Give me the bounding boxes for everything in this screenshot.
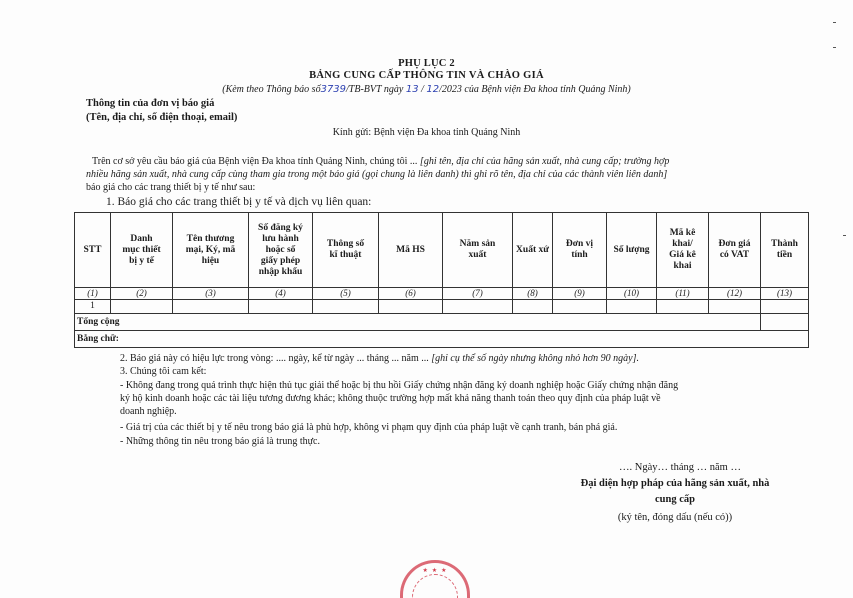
stamp-star-icon: ★ ★ ★	[422, 567, 448, 574]
table-header-cell	[111, 213, 173, 288]
table-header-cell	[173, 213, 249, 288]
representative-line-1: Đại diện hợp pháp của hãng sản xuất, nhà	[580, 478, 770, 489]
table-column-number: (2)	[111, 288, 173, 300]
table-header-text: bị y tế	[129, 255, 154, 266]
sender-info-label: Thông tin của đơn vị báo giá	[86, 98, 215, 109]
table-column-number: (6)	[379, 288, 443, 300]
table-header-text: Thành	[771, 239, 798, 249]
intro-line-3: báo giá cho các trang thiết bị y tế như sau:	[86, 182, 256, 193]
table-header-text: Năm sản	[459, 239, 496, 249]
table-header-text: khai/	[672, 239, 693, 249]
table-header-text: Xuất xứ	[516, 244, 549, 255]
scan-mark	[843, 235, 846, 236]
table-header-text: mại, Ký, mã	[185, 244, 236, 255]
table-header-cell	[657, 213, 709, 288]
table-header-cell	[513, 213, 553, 288]
table-cell	[607, 300, 657, 314]
table-header-text: lưu hành	[262, 233, 299, 244]
commitment-1-line-3: doanh nghiệp.	[120, 406, 177, 417]
table-header-cell	[709, 213, 761, 288]
validity-note: [ghi cụ thể số ngày nhưng không nhỏ hơn 90 ngày].	[431, 353, 639, 364]
table-header-cell	[313, 213, 379, 288]
total-value-cell	[761, 314, 809, 331]
table-cell-stt: 1	[75, 300, 111, 314]
amount-in-words-label: Bằng chữ:	[75, 331, 809, 348]
intro-italic-note: [ghi tên, địa chỉ của hãng sản xuất, nhà cung cấp; trường hợp	[419, 156, 670, 167]
table-column-number: (11)	[657, 288, 709, 300]
table-header-text: nhập khẩu	[258, 266, 303, 277]
table-header-text: khai	[673, 261, 692, 271]
scan-mark	[833, 47, 836, 48]
scan-mark	[833, 22, 836, 23]
table-cell	[111, 300, 173, 314]
table-header-text: Giá kê	[669, 250, 696, 260]
commitment-1-line-2: ký hộ kinh doanh hoặc các tài liệu tương đương khác; không thuộc trường hợp mất khả năng thanh toán theo quy định của pháp luật về	[120, 393, 661, 404]
subtitle-separator: /	[421, 84, 424, 95]
signature-note: (ký tên, đóng dấu (nếu có))	[617, 512, 733, 523]
handwritten-number: 3739	[320, 84, 347, 95]
table-header-row	[75, 213, 809, 288]
subtitle-prefix: (Kèm theo Thông báo số	[222, 84, 321, 95]
quotation-table	[74, 212, 809, 348]
table-header-text: Tên thương	[186, 233, 235, 244]
subtitle-suffix: /2023 của Bệnh viện Đa khoa tỉnh Quảng Ninh)	[439, 84, 631, 95]
section-1-heading: 1. Báo giá cho các trang thiết bị y tế và dịch vụ liên quan:	[106, 196, 372, 208]
table-column-number: (12)	[709, 288, 761, 300]
table-cell	[553, 300, 607, 314]
recipient-line: Kính gửi: Bệnh viện Đa khoa tỉnh Quảng Ninh	[332, 127, 521, 138]
amount-in-words-row	[75, 331, 809, 348]
table-cell	[513, 300, 553, 314]
subtitle-middle: /TB-BVT ngày	[346, 84, 404, 95]
total-row	[75, 314, 809, 331]
table-row	[75, 300, 809, 314]
table-header-text: Đơn vị	[565, 239, 594, 249]
document-title: BẢNG CUNG CẤP THÔNG TIN VÀ CHÀO GIÁ	[309, 70, 544, 81]
table-header-cell	[75, 213, 111, 288]
table-header-cell	[249, 213, 313, 288]
table-cell	[249, 300, 313, 314]
table-header-text: Đơn giá	[718, 239, 751, 249]
table-header-text: kĩ thuật	[329, 250, 362, 260]
table-column-number: (13)	[761, 288, 809, 300]
table-header-text: tính	[571, 250, 588, 260]
table-column-number: (1)	[75, 288, 111, 300]
intro-line-2: nhiều hãng sản xuất, nhà cung cấp cùng tham gia trong một báo giá (gọi chung là liên danh) thì ghi rõ tên, địa chỉ của các thành viên liên danh]	[86, 169, 668, 180]
table-column-number: (4)	[249, 288, 313, 300]
table-header-text: Mã HS	[396, 244, 425, 255]
handwritten-month: 12	[426, 84, 440, 95]
table-column-number: (9)	[553, 288, 607, 300]
table-column-number: (10)	[607, 288, 657, 300]
table-column-number: (7)	[443, 288, 513, 300]
table-header-text: tiền	[776, 250, 793, 260]
table-header-cell	[607, 213, 657, 288]
table-header-text: Danh	[130, 233, 153, 244]
table-header-text: giấy phép	[260, 255, 301, 266]
table-header-cell	[443, 213, 513, 288]
appendix-label: PHỤ LỤC 2	[398, 58, 455, 69]
table-header-text: hoặc số	[265, 244, 296, 255]
validity-term	[120, 353, 639, 364]
table-cell	[173, 300, 249, 314]
sender-info-hint: (Tên, địa chỉ, số điện thoại, email)	[86, 112, 238, 123]
commitment-1-line-1: - Không đang trong quá trình thực hiện thủ tục giải thể hoặc bị thu hồi Giấy chứng nhận đăng ký doanh nghiệp hoặc Giấy chứng nhận đăng	[120, 380, 679, 391]
representative-line-2: cung cấp	[655, 494, 695, 505]
table-cell	[709, 300, 761, 314]
table-header-text: có VAT	[719, 250, 750, 260]
table-column-number: (8)	[513, 288, 553, 300]
validity-text: 2. Báo giá này có hiệu lực trong vòng: .... ngày, kể từ ngày ... tháng ... năm ...	[120, 353, 432, 364]
table-header-text: xuất	[468, 250, 487, 260]
table-header-text: Mã kê	[669, 228, 696, 238]
table-header-text: Số lượng	[613, 244, 650, 255]
table-header-text: mục thiết	[122, 244, 161, 255]
intro-line-1	[92, 156, 669, 167]
table-cell	[443, 300, 513, 314]
table-column-number: (3)	[173, 288, 249, 300]
table-header-cell	[761, 213, 809, 288]
total-label: Tổng cộng	[75, 314, 761, 331]
table-cell	[657, 300, 709, 314]
table-number-row	[75, 288, 809, 300]
signature-date: …. Ngày… tháng … năm …	[619, 462, 741, 473]
document-subtitle	[0, 84, 853, 95]
commitment-3: - Những thông tin nêu trong báo giá là trung thực.	[120, 436, 320, 447]
commitment-heading: 3. Chúng tôi cam kết:	[120, 366, 207, 377]
commitment-2: - Giá trị của các thiết bị y tế nêu trong báo giá là phù hợp, không vi phạm quy định của pháp luật về cạnh tranh, bán phá giá.	[120, 422, 618, 433]
table-cell	[313, 300, 379, 314]
table-header-cell	[553, 213, 607, 288]
table-cell	[761, 300, 809, 314]
table-cell	[379, 300, 443, 314]
intro-text: Trên cơ sở yêu cầu báo giá của Bệnh viện Đa khoa tỉnh Quảng Ninh, chúng tôi ...	[92, 156, 420, 167]
table-header-cell	[379, 213, 443, 288]
table-header-text: hiệu	[201, 255, 220, 266]
table-header-text: STT	[83, 244, 102, 255]
table-header-text: Thông số	[326, 239, 365, 249]
table-header-text: Số đăng ký	[258, 222, 303, 233]
table-column-number: (5)	[313, 288, 379, 300]
handwritten-day: 13	[405, 84, 419, 95]
